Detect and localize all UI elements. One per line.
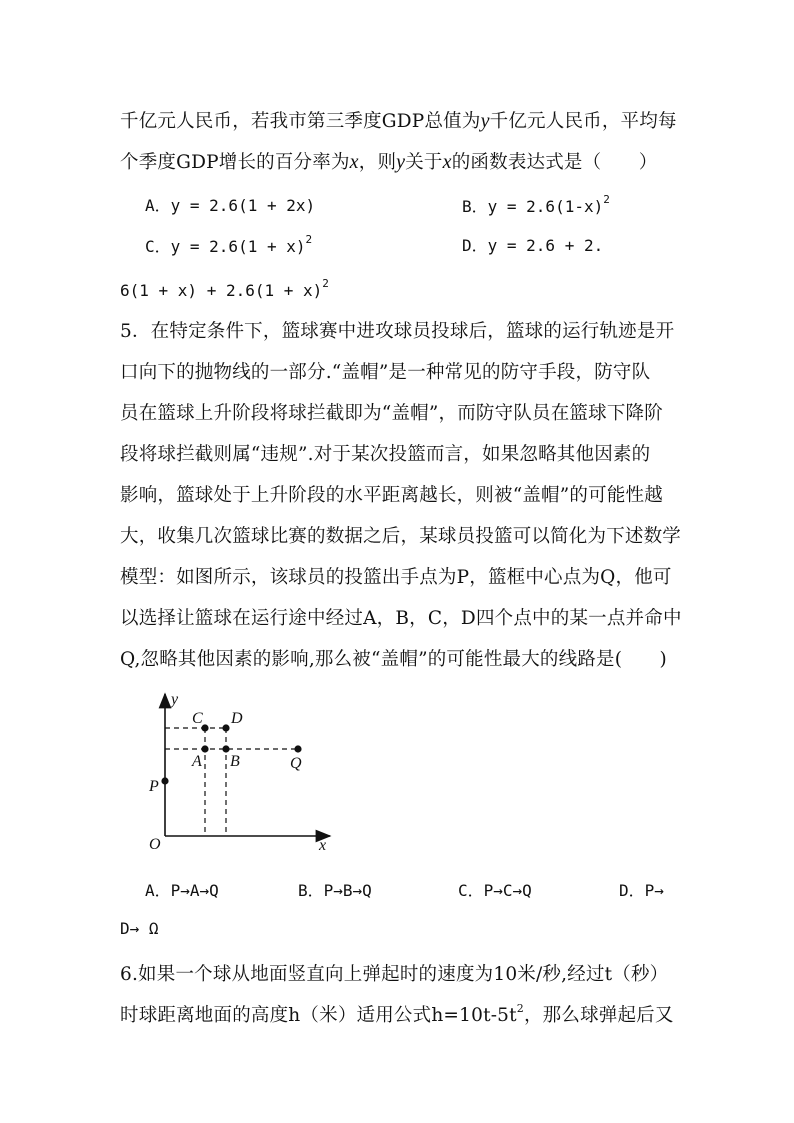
q4-option-a: A．y = 2.6(1 + 2x) [145, 196, 316, 215]
label-p: P [149, 778, 159, 795]
q4-option-d: D．y = 2.6 + 2. [462, 236, 604, 255]
q6-text-line-1: 6.如果一个球从地面竖直向上弹起时的速度为10米/秒,经过t（秒） [120, 964, 669, 985]
q6-text-line-2: 时球距离地面的高度h（米）适用公式$h=10t-5t^2$，那么球弹起后又 [120, 1002, 674, 1026]
q5-option-c: C．P→C→Q [458, 881, 532, 900]
point-p [161, 777, 168, 784]
q5-text-line: 段将球拦截则属“违规”.对于某次投篮而言，如果忽略其他因素的 [120, 444, 651, 465]
q5-option-a: A．P→A→Q [145, 881, 219, 900]
q5-text-line: 大，收集几次篮球比赛的数据之后，某球员投篮可以简化为下述数学 [120, 526, 682, 547]
point-a [201, 745, 208, 752]
label-o: O [149, 836, 161, 853]
q5-option-d-continued: D→ Ω [120, 919, 159, 938]
q5-text-line: 5．在特定条件下，篮球赛中进攻球员投球后，篮球的运行轨迹是开 [120, 321, 675, 342]
coordinate-figure [140, 686, 350, 858]
label-c: C [192, 710, 203, 727]
q5-option-d: D．P→ [619, 881, 664, 900]
q5-option-b: B．P→B→Q [298, 881, 372, 900]
label-x: x [319, 837, 327, 854]
q5-text-line: 口向下的抛物线的一部分.“盖帽”是一种常见的防守手段，防守队 [120, 362, 651, 383]
q5-text-line: 员在篮球上升阶段将球拦截即为“盖帽”，而防守队员在篮球下降阶 [120, 403, 663, 424]
label-q: Q [290, 755, 302, 772]
label-d: D [231, 710, 243, 727]
label-y: y [171, 691, 179, 708]
q5-text-line: 以选择让篮球在运行途中经过A，B，C，D四个点中的某一点并命中 [120, 608, 682, 629]
q4-option-b: B．$y = 2.6(1-x)^2$ [462, 193, 610, 216]
point-d [222, 724, 229, 731]
point-q [294, 745, 301, 752]
label-b: B [230, 753, 240, 770]
q4-text-line-2: 个季度GDP增长的百分率为x，则y关于x的函数表达式是（ ） [120, 151, 658, 173]
q5-text-line: Q,忽略其他因素的影响,那么被“盖帽”的可能性最大的线路是( ) [120, 649, 667, 670]
q4-option-c: C．$y = 2.6(1 + x)^2$ [145, 233, 313, 256]
point-b [222, 745, 229, 752]
label-a: A [192, 753, 202, 770]
q5-text-line: 模型：如图所示，该球员的投篮出手点为P，篮框中心点为Q，他可 [120, 567, 672, 588]
q4-text-line-1: 千亿元人民币，若我市第三季度GDP总值为y千亿元人民币，平均每 [120, 110, 677, 132]
q4-option-d-continued: $6(1 + x) + 2.6(1 + x)^2$ [120, 277, 329, 300]
q5-text-line: 影响，篮球处于上升阶段的水平距离越长，则被“盖帽”的可能性越 [120, 485, 663, 506]
